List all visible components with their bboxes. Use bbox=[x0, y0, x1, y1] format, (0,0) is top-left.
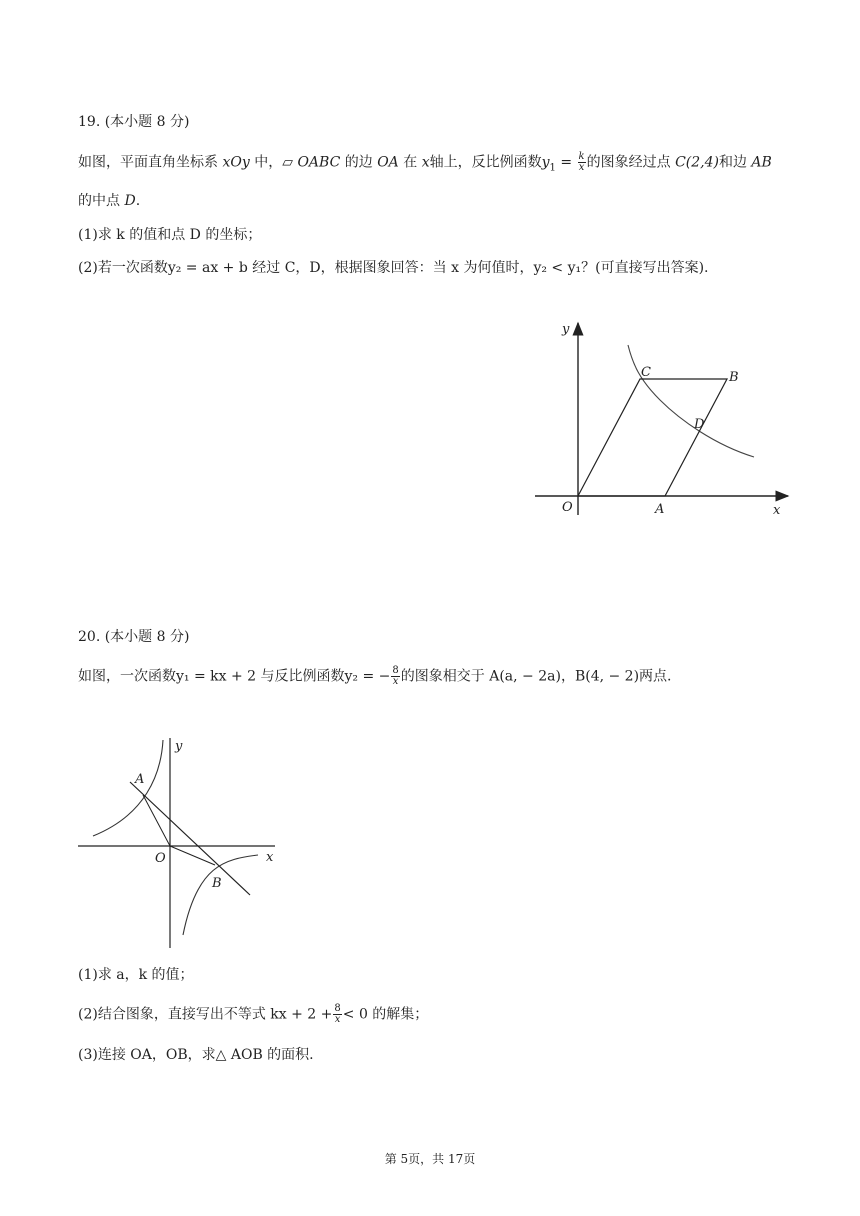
q19-label-D: D bbox=[694, 417, 705, 432]
q19-part1: (1)求 k 的值和点 D 的坐标； bbox=[78, 227, 262, 243]
fraction-8-over-x-2: $\frac{8}{x}$ bbox=[334, 1003, 341, 1025]
q20-line-y1 bbox=[130, 782, 250, 895]
q19-hyperbola bbox=[628, 345, 754, 457]
q19-stem-line1: 如图，平面直角坐标系 xOy 中，▱ OABC 的边 OA 在 x轴上，反比例函数$y_1$ = $\frac{k}{x}$ 的图象经过点 C(2,4)和边 AB bbox=[78, 151, 772, 174]
q19-label-x: x bbox=[773, 503, 781, 518]
q20-part3: (3)连接 OA，OB，求△ AOB 的面积. bbox=[78, 1047, 314, 1063]
q20-label-A: A bbox=[135, 772, 145, 787]
q19-label-O: O bbox=[562, 500, 573, 515]
fraction-8-over-x: $\frac{8}{x}$ bbox=[392, 665, 399, 687]
q20-figure bbox=[75, 735, 285, 955]
q20-label-B: B bbox=[212, 876, 222, 891]
q20-part1: (1)求 a，k 的值； bbox=[78, 967, 194, 983]
q19-stem-line2: 的中点 D. bbox=[78, 193, 141, 209]
q19-part2: (2)若一次函数y₂ = ax + b 经过 C，D，根据图象回答：当 x 为何值时，y₂ < y₁？(可直接写出答案). bbox=[78, 260, 709, 276]
q20-label-y: y bbox=[175, 739, 183, 754]
q19-header: 19. (本小题 8 分) bbox=[78, 114, 190, 130]
page-footer: 第 5页，共 17页 bbox=[384, 1152, 476, 1166]
q19-label-C: C bbox=[641, 365, 651, 380]
q20-header: 20. (本小题 8 分) bbox=[78, 629, 190, 645]
fraction-k-over-x: $\frac{k}{x}$ bbox=[578, 151, 585, 173]
q20-stem: 如图，一次函数y₁ = kx + 2 与反比例函数y₂ = − $\frac{8}{x}$ 的图象相交于 A(a, − 2a)，B(4, − 2)两点. bbox=[78, 665, 672, 687]
q20-part2: (2)结合图象，直接写出不等式 kx + 2 + $\frac{8}{x}$ < 0 的解集； bbox=[78, 1003, 429, 1025]
q19-parallelogram bbox=[578, 379, 727, 496]
q19-figure bbox=[530, 315, 800, 525]
q20-label-O: O bbox=[155, 851, 166, 866]
q20-label-x: x bbox=[266, 850, 274, 865]
q19-label-A: A bbox=[655, 502, 665, 517]
q20-segment-OA bbox=[143, 795, 170, 846]
q19-label-y: y bbox=[562, 322, 570, 337]
q19-label-B: B bbox=[729, 370, 739, 385]
q20-hyperbola-upper bbox=[93, 740, 163, 836]
